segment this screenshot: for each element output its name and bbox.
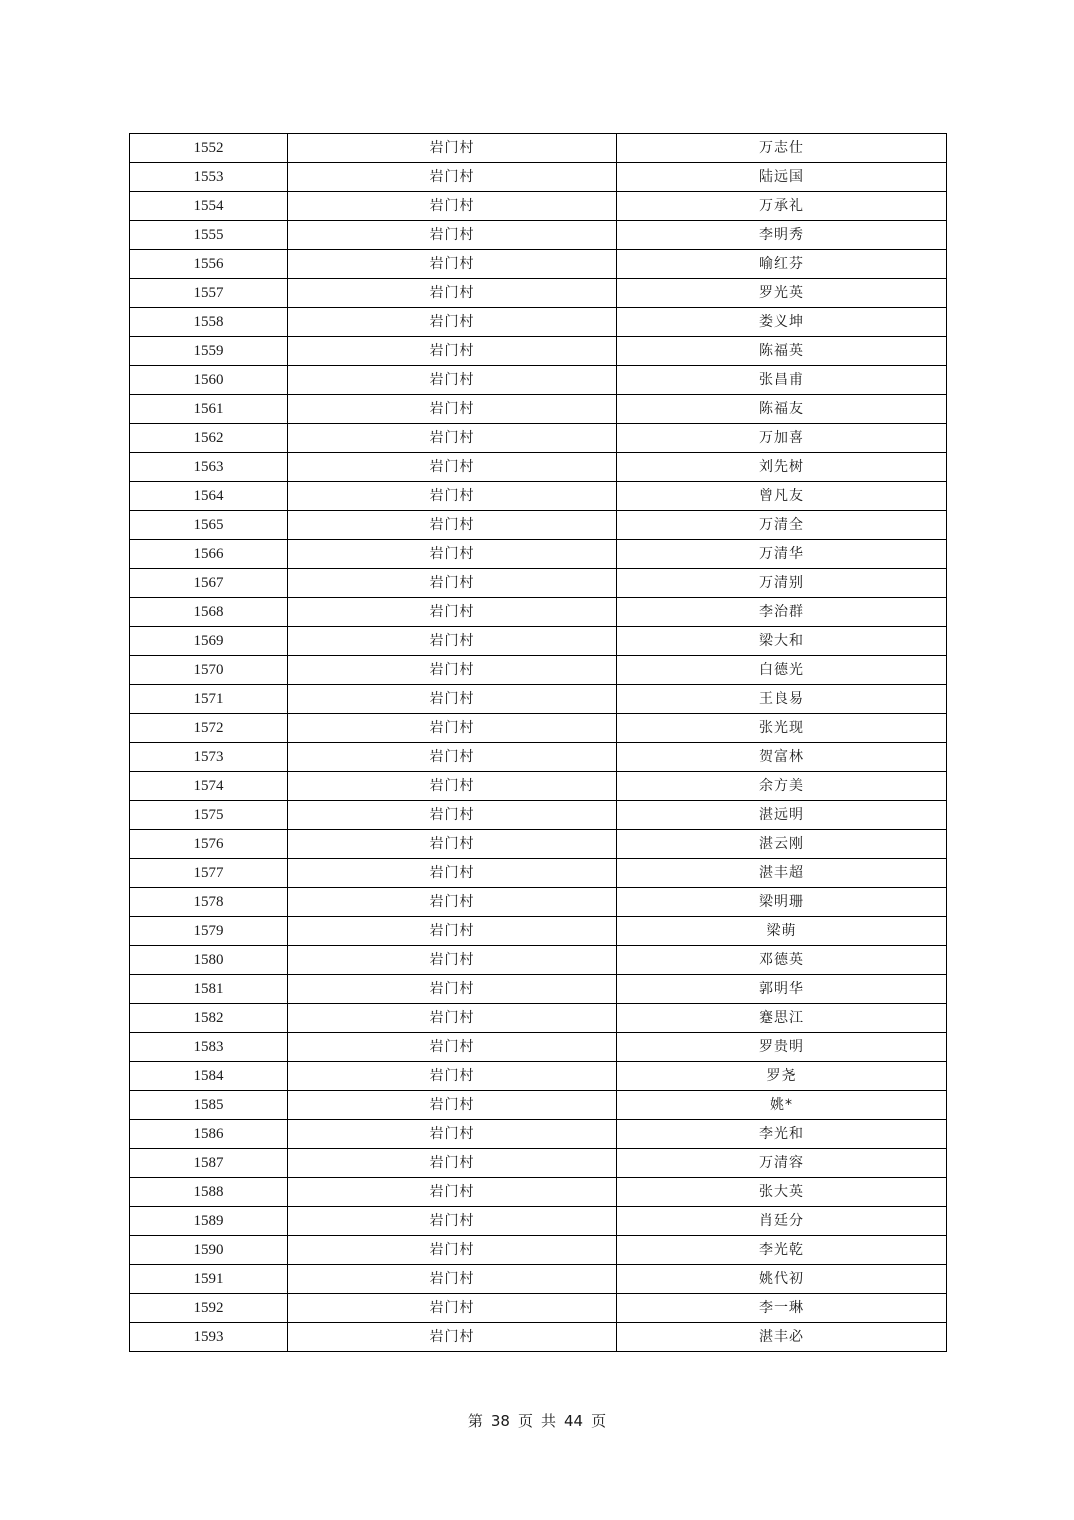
- village-cell: 岩门村: [288, 1149, 617, 1178]
- table-row: [130, 1062, 947, 1091]
- person-name-cell: 陈福英: [617, 337, 947, 366]
- row-number-cell: 1575: [130, 801, 288, 830]
- village-cell: 岩门村: [288, 134, 617, 163]
- footer-total-pages: 44: [564, 1412, 584, 1430]
- village-cell: 岩门村: [288, 453, 617, 482]
- row-number-cell: 1553: [130, 163, 288, 192]
- village-cell: 岩门村: [288, 1004, 617, 1033]
- row-number-cell: 1563: [130, 453, 288, 482]
- table-row: [130, 250, 947, 279]
- footer-prefix: 第: [467, 1412, 483, 1430]
- person-name-cell: 湛云刚: [617, 830, 947, 859]
- village-cell: 岩门村: [288, 830, 617, 859]
- table-row: [130, 1033, 947, 1062]
- person-name-cell: 王良易: [617, 685, 947, 714]
- row-number-cell: 1584: [130, 1062, 288, 1091]
- row-number-cell: 1574: [130, 772, 288, 801]
- row-number-cell: 1573: [130, 743, 288, 772]
- table-row: [130, 1120, 947, 1149]
- village-cell: 岩门村: [288, 917, 617, 946]
- footer-page-word: 页: [517, 1412, 533, 1430]
- table-row: [130, 279, 947, 308]
- person-name-cell: 娄义坤: [617, 308, 947, 337]
- village-cell: 岩门村: [288, 308, 617, 337]
- person-name-cell: 湛丰超: [617, 859, 947, 888]
- person-name-cell: 陈福友: [617, 395, 947, 424]
- table-row: [130, 540, 947, 569]
- table-row: [130, 163, 947, 192]
- row-number-cell: 1586: [130, 1120, 288, 1149]
- row-number-cell: 1591: [130, 1265, 288, 1294]
- village-cell: 岩门村: [288, 482, 617, 511]
- row-number-cell: 1554: [130, 192, 288, 221]
- row-number-cell: 1578: [130, 888, 288, 917]
- person-name-cell: 梁大和: [617, 627, 947, 656]
- person-name-cell: 李治群: [617, 598, 947, 627]
- row-number-cell: 1560: [130, 366, 288, 395]
- village-cell: 岩门村: [288, 1294, 617, 1323]
- roster-table: [129, 133, 947, 1352]
- table-row: [130, 424, 947, 453]
- row-number-cell: 1588: [130, 1178, 288, 1207]
- table-row: [130, 917, 947, 946]
- village-cell: 岩门村: [288, 1265, 617, 1294]
- person-name-cell: 万清华: [617, 540, 947, 569]
- row-number-cell: 1569: [130, 627, 288, 656]
- person-name-cell: 万清容: [617, 1149, 947, 1178]
- row-number-cell: 1555: [130, 221, 288, 250]
- person-name-cell: 喻红芬: [617, 250, 947, 279]
- person-name-cell: 曾凡友: [617, 482, 947, 511]
- person-name-cell: 郭明华: [617, 975, 947, 1004]
- village-cell: 岩门村: [288, 1033, 617, 1062]
- village-cell: 岩门村: [288, 801, 617, 830]
- person-name-cell: 肖廷分: [617, 1207, 947, 1236]
- page-footer: [0, 1410, 1074, 1431]
- person-name-cell: 万加喜: [617, 424, 947, 453]
- row-number-cell: 1572: [130, 714, 288, 743]
- village-cell: 岩门村: [288, 714, 617, 743]
- person-name-cell: 梁明珊: [617, 888, 947, 917]
- table-row: [130, 1178, 947, 1207]
- person-name-cell: 罗尧: [617, 1062, 947, 1091]
- person-name-cell: 万清全: [617, 511, 947, 540]
- row-number-cell: 1566: [130, 540, 288, 569]
- village-cell: 岩门村: [288, 685, 617, 714]
- village-cell: 岩门村: [288, 888, 617, 917]
- village-cell: 岩门村: [288, 1062, 617, 1091]
- row-number-cell: 1592: [130, 1294, 288, 1323]
- table-row: [130, 743, 947, 772]
- table-row: [130, 569, 947, 598]
- person-name-cell: 李光和: [617, 1120, 947, 1149]
- table-row: [130, 685, 947, 714]
- row-number-cell: 1557: [130, 279, 288, 308]
- table-row: [130, 308, 947, 337]
- row-number-cell: 1552: [130, 134, 288, 163]
- village-cell: 岩门村: [288, 511, 617, 540]
- village-cell: 岩门村: [288, 743, 617, 772]
- table-row: [130, 366, 947, 395]
- person-name-cell: 梁萌: [617, 917, 947, 946]
- table-row: [130, 1294, 947, 1323]
- row-number-cell: 1567: [130, 569, 288, 598]
- village-cell: 岩门村: [288, 192, 617, 221]
- table-row: [130, 482, 947, 511]
- table-row: [130, 830, 947, 859]
- person-name-cell: 万志仕: [617, 134, 947, 163]
- village-cell: 岩门村: [288, 1091, 617, 1120]
- person-name-cell: 刘先树: [617, 453, 947, 482]
- village-cell: 岩门村: [288, 1323, 617, 1352]
- person-name-cell: 张光现: [617, 714, 947, 743]
- table-row: [130, 134, 947, 163]
- row-number-cell: 1579: [130, 917, 288, 946]
- row-number-cell: 1568: [130, 598, 288, 627]
- row-number-cell: 1576: [130, 830, 288, 859]
- person-name-cell: 陆远国: [617, 163, 947, 192]
- table-row: [130, 627, 947, 656]
- village-cell: 岩门村: [288, 1120, 617, 1149]
- row-number-cell: 1565: [130, 511, 288, 540]
- table-row: [130, 598, 947, 627]
- table-row: [130, 453, 947, 482]
- table-row: [130, 511, 947, 540]
- village-cell: 岩门村: [288, 540, 617, 569]
- row-number-cell: 1564: [130, 482, 288, 511]
- village-cell: 岩门村: [288, 250, 617, 279]
- person-name-cell: 姚*: [617, 1091, 947, 1120]
- row-number-cell: 1571: [130, 685, 288, 714]
- village-cell: 岩门村: [288, 656, 617, 685]
- row-number-cell: 1556: [130, 250, 288, 279]
- person-name-cell: 罗贵明: [617, 1033, 947, 1062]
- person-name-cell: 湛远明: [617, 801, 947, 830]
- footer-suffix: 页: [591, 1412, 607, 1430]
- person-name-cell: 贺富林: [617, 743, 947, 772]
- village-cell: 岩门村: [288, 1207, 617, 1236]
- table-row: [130, 859, 947, 888]
- footer-current-page: 38: [490, 1412, 510, 1430]
- row-number-cell: 1589: [130, 1207, 288, 1236]
- row-number-cell: 1580: [130, 946, 288, 975]
- table-row: [130, 1207, 947, 1236]
- table-row: [130, 888, 947, 917]
- table-row: [130, 192, 947, 221]
- table-row: [130, 1004, 947, 1033]
- village-cell: 岩门村: [288, 1178, 617, 1207]
- row-number-cell: 1593: [130, 1323, 288, 1352]
- table-row: [130, 1323, 947, 1352]
- village-cell: 岩门村: [288, 337, 617, 366]
- table-row: [130, 221, 947, 250]
- row-number-cell: 1590: [130, 1236, 288, 1265]
- village-cell: 岩门村: [288, 975, 617, 1004]
- roster-table-body: [130, 134, 947, 1352]
- person-name-cell: 湛丰必: [617, 1323, 947, 1352]
- person-name-cell: 邓德英: [617, 946, 947, 975]
- village-cell: 岩门村: [288, 395, 617, 424]
- table-row: [130, 946, 947, 975]
- table-row: [130, 1149, 947, 1178]
- table-row: [130, 1265, 947, 1294]
- person-name-cell: 蹇思江: [617, 1004, 947, 1033]
- person-name-cell: 李光乾: [617, 1236, 947, 1265]
- person-name-cell: 余方美: [617, 772, 947, 801]
- person-name-cell: 万承礼: [617, 192, 947, 221]
- table-row: [130, 714, 947, 743]
- village-cell: 岩门村: [288, 772, 617, 801]
- village-cell: 岩门村: [288, 366, 617, 395]
- row-number-cell: 1587: [130, 1149, 288, 1178]
- person-name-cell: 张大英: [617, 1178, 947, 1207]
- row-number-cell: 1585: [130, 1091, 288, 1120]
- person-name-cell: 张昌甫: [617, 366, 947, 395]
- table-row: [130, 975, 947, 1004]
- person-name-cell: 白德光: [617, 656, 947, 685]
- table-row: [130, 656, 947, 685]
- person-name-cell: 万清别: [617, 569, 947, 598]
- person-name-cell: 李明秀: [617, 221, 947, 250]
- row-number-cell: 1559: [130, 337, 288, 366]
- row-number-cell: 1558: [130, 308, 288, 337]
- table-row: [130, 1236, 947, 1265]
- village-cell: 岩门村: [288, 627, 617, 656]
- row-number-cell: 1577: [130, 859, 288, 888]
- village-cell: 岩门村: [288, 859, 617, 888]
- village-cell: 岩门村: [288, 1236, 617, 1265]
- village-cell: 岩门村: [288, 424, 617, 453]
- person-name-cell: 罗光英: [617, 279, 947, 308]
- person-name-cell: 李一琳: [617, 1294, 947, 1323]
- table-row: [130, 801, 947, 830]
- village-cell: 岩门村: [288, 598, 617, 627]
- village-cell: 岩门村: [288, 221, 617, 250]
- village-cell: 岩门村: [288, 163, 617, 192]
- table-row: [130, 772, 947, 801]
- footer-total-word: 共: [541, 1412, 557, 1430]
- table-row: [130, 395, 947, 424]
- row-number-cell: 1562: [130, 424, 288, 453]
- row-number-cell: 1581: [130, 975, 288, 1004]
- table-row: [130, 337, 947, 366]
- table-row: [130, 1091, 947, 1120]
- village-cell: 岩门村: [288, 279, 617, 308]
- row-number-cell: 1570: [130, 656, 288, 685]
- row-number-cell: 1561: [130, 395, 288, 424]
- village-cell: 岩门村: [288, 946, 617, 975]
- row-number-cell: 1582: [130, 1004, 288, 1033]
- person-name-cell: 姚代初: [617, 1265, 947, 1294]
- row-number-cell: 1583: [130, 1033, 288, 1062]
- village-cell: 岩门村: [288, 569, 617, 598]
